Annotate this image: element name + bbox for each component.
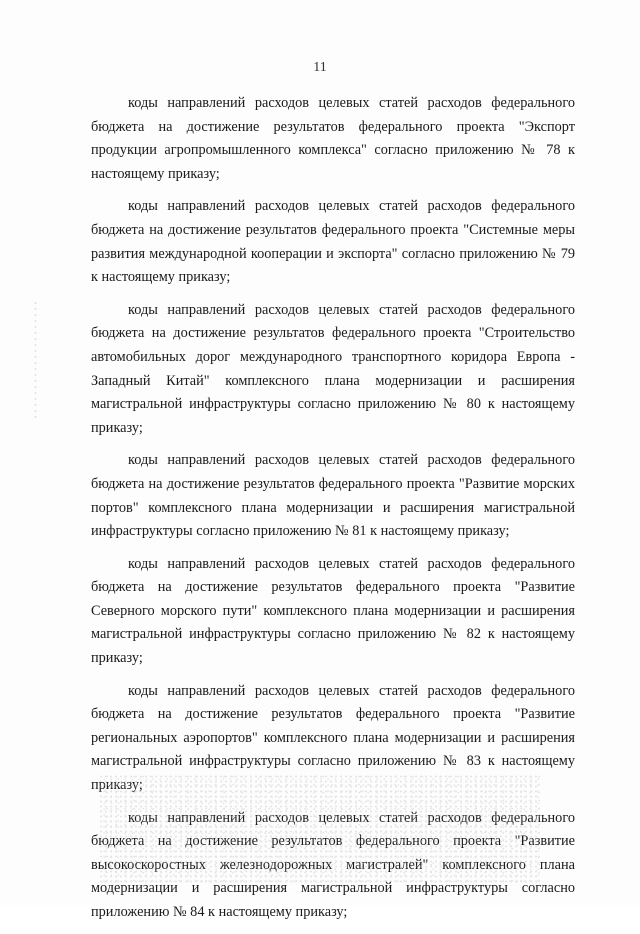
page-number: 11 <box>313 60 327 75</box>
paragraph-appendix-79: коды направлений расходов целевых статей расходов федерального бюджета на достижение результатов федерального проекта "Системные меры развития международной кооперации и экспорта" согласно приложению № 79 к настоящему приказу; <box>91 198 575 286</box>
paragraph-appendix-81: коды направлений расходов целевых статей расходов федерального бюджета на достижение результатов федерального проекта "Развитие морских портов" комплексного плана модернизации и расширения магистральной инфраструктуры согласно приложению № 81 к настоящему приказу; <box>91 452 575 540</box>
paragraph-appendix-84: коды направлений расходов целевых статей расходов федерального бюджета на достижение результатов федерального проекта "Развитие высокоскоростных железнодорожных магистралей" комплексного плана модернизации и расширения магистральной инфраструктуры согласно приложению № 84 к настоящему приказу; <box>91 809 575 920</box>
paragraph-appendix-80: коды направлений расходов целевых статей расходов федерального бюджета на достижение результатов федерального проекта "Строительство автомобильных дорог международного транспортного коридора Европа - Западный Китай" комплексного плана модернизации и расширения магистральной инфраструктуры согласно приложению № 80 к настоящему приказу; <box>91 301 575 436</box>
scan-artifact <box>100 775 540 885</box>
paragraph-appendix-82: коды направлений расходов целевых статей расходов федерального бюджета на достижение результатов федерального проекта "Развитие Северного морского пути" комплексного плана модернизации и расширения магистральной инфраструктуры согласно приложению № 82 к настоящему приказу; <box>91 555 575 667</box>
scan-edge-mark <box>34 300 37 420</box>
paragraph-appendix-83: коды направлений расходов целевых статей расходов федерального бюджета на достижение результатов федерального проекта "Развитие региональных аэропортов" комплексного плана модернизации и расширения магистральной инфраструктуры согласно приложению № 83 к настоящему приказу; <box>91 682 575 794</box>
paragraph-appendix-78: коды направлений расходов целевых статей расходов федерального бюджета на достижение результатов федерального проекта "Экспорт продукции агропромышленного комплекса" согласно приложению № 78 к настоящему приказу; <box>91 95 575 182</box>
